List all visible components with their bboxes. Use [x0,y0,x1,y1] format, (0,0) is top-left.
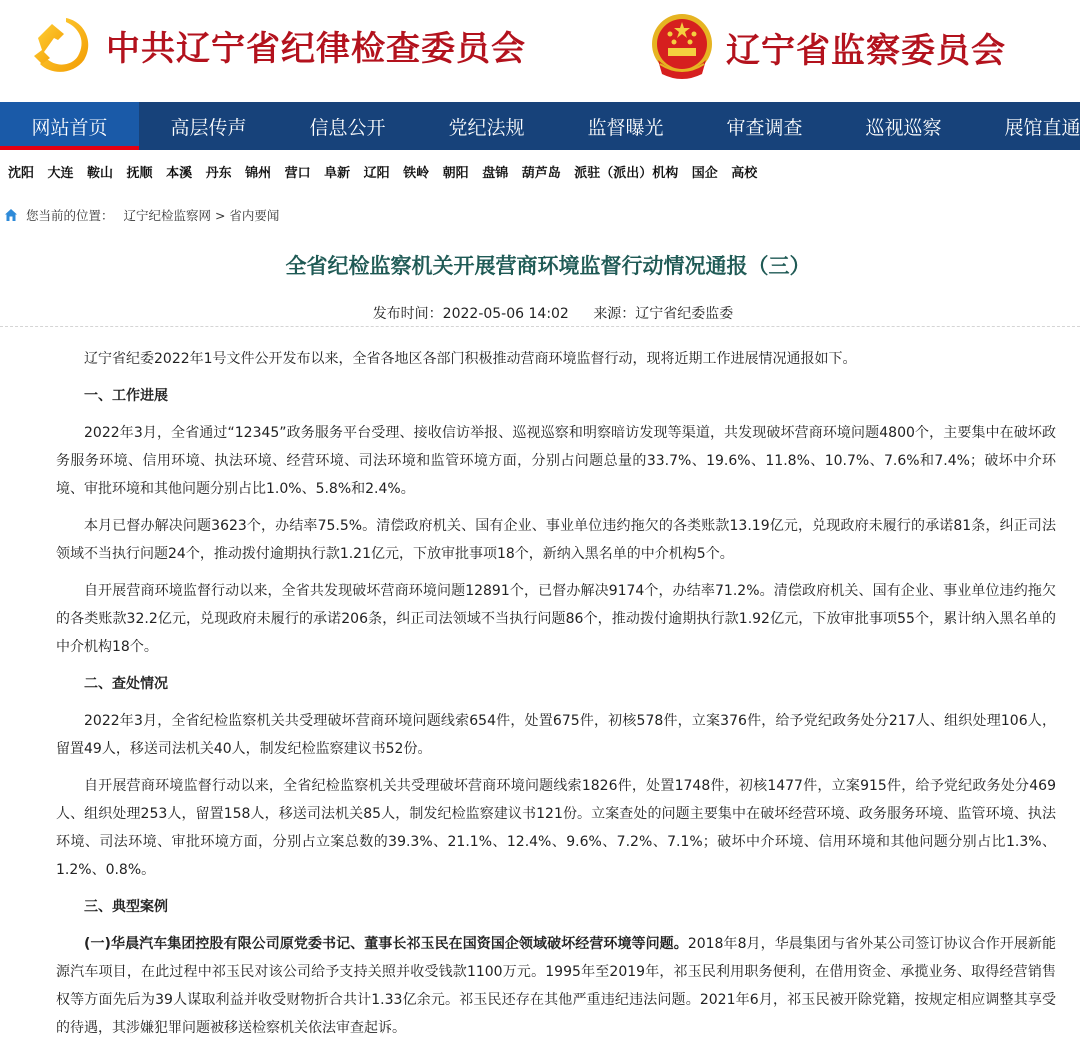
region-link[interactable]: 国企 [691,166,718,181]
site-header [0,0,1080,102]
paragraph: 2022年3月，全省通过“12345”政务服务平台受理、接收信访举报、巡视巡察和明察暗访发现等渠道，共发现破坏营商环境问题4800个，主要集中在破坏政务服务环境、信用环境、执法环境、经营环境、司法环境和监管环境方面，分别占问题总量的33.7%、19.6%、11.8%、10.7%、7.6%和7.4%；破坏中介环境、审批环境和其他问题分别占比1.0%、5.8%和2.4%。 [56,425,1056,497]
paragraph: 自开展营商环境监督行动以来，全省纪检监察机关共受理破坏营商环境问题线索1826件，处置1748件，初核1477件，立案915件，给予党纪政务处分469人、组织处理253人，留置158人，移送司法机关85人，制发纪检监察建议书121份。立案查处的问题主要集中在破坏经营环境、政务服务环境、监管环境、执法环境、司法环境、审批环境方面，分别占立案总数的39.3%、21.1%、12.4%、9.6%、7.2%、7.1%；破坏中介环境、信用环境和其他问题分别占比1.3%、1.2%、0.8%。 [56,778,1056,878]
region-link[interactable]: 阜新 [324,166,351,181]
breadcrumb [4,206,279,224]
nav-item-party-regulations[interactable]: 党纪法规 [448,116,525,139]
hammer-sickle-emblem-icon [30,12,96,78]
region-link[interactable]: 葫芦岛 [521,166,561,181]
paragraph: 自开展营商环境监督行动以来，全省共发现破坏营商环境问题12891个，已督办解决9174个，办结率71.2%。清偿政府机关、国有企业、事业单位违约拖欠的各类账款32.2亿元，兑现政府未履行的承诺206条，纠正司法领域不当执行问题86个，推动拨付逾期执行款1.92亿元，下放审批事项55个，累计纳入黑名单的中介机构18个。 [56,583,1056,655]
breadcrumb-path[interactable]: 辽宁纪检监察网 > 省内要闻 [123,208,280,223]
case-lead: (一)华晨汽车集团控股有限公司原党委书记、董事长祁玉民在国资国企领域破坏经营环境等问题。 [84,936,688,952]
region-link[interactable]: 丹东 [205,166,232,181]
case-body: 2018年8月，华晨集团与省外某公司签订协议合作开展新能源汽车项目，在此过程中祁玉民对该公司给予支持关照并收受钱款1100万元。1995年至2019年，祁玉民利用职务便利，在借用资金、承揽业务、取得经营销售权等方面先后为39人谋取利益并收受财物折合共计1.33亿余元。祁玉民还存在其他严重违纪违法问题。2021年6月，祁玉民被开除党籍，按规定相应调整其享受的待遇，其涉嫌犯罪问题被移送检察机关依法审查起诉。 [56,936,1056,1036]
supervision-commission-title: 辽宁省监察委员会 [726,30,1006,71]
nav-item-supervision-exposure[interactable]: 监督曝光 [587,116,664,139]
region-link[interactable]: 鞍山 [87,166,114,181]
region-link[interactable]: 沈阳 [8,166,35,181]
region-link[interactable]: 营口 [284,166,311,181]
region-link[interactable]: 锦州 [245,166,272,181]
nav-item-exhibition-hall[interactable]: 展馆直通 [1004,116,1080,139]
paragraph: 2022年3月，全省纪检监察机关共受理破坏营商环境问题线索654件，处置675件，初核578件，立案376件，给予党纪政务处分217人、组织处理106人，留置49人，移送司法机关40人，制发纪检监察建议书52份。 [56,713,1056,757]
ccdi-brand[interactable] [30,12,526,78]
region-link[interactable]: 抚顺 [126,166,153,181]
home-icon [4,208,18,222]
article-body [56,345,1056,1042]
article-source: 来源：辽宁省纪委监委 [593,306,734,322]
intro-paragraph: 辽宁省纪委2022年1号文件公开发布以来，全省各地区各部门积极推动营商环境监督行动，现将近期工作进展情况通报如下。 [84,351,857,367]
region-link[interactable]: 派驻（派出）机构 [574,166,679,181]
region-link[interactable]: 盘锦 [482,166,509,181]
region-link[interactable]: 高校 [731,166,758,181]
nav-item-inspection-tours[interactable]: 巡视巡察 [865,116,942,139]
national-emblem-icon [650,12,714,82]
publish-time: 发布时间：2022-05-06 14:02 [372,306,569,322]
region-link[interactable]: 铁岭 [403,166,430,181]
nav-item-home[interactable]: 网站首页 [0,102,139,150]
case-paragraph [56,930,1056,1042]
paragraph: 本月已督办解决问题3623个，办结率75.5%。清偿政府机关、国有企业、事业单位违约拖欠的各类账款13.19亿元，兑现政府未履行的承诺81条，纠正司法领域不当执行问题24个，推动拨付逾期执行款1.21亿元，下放审批事项18个，新纳入黑名单的中介机构5个。 [56,518,1056,562]
nav-item-leadership-voice[interactable]: 高层传声 [170,116,247,139]
nav-item-review-investigation[interactable]: 审查调查 [726,116,803,139]
region-link[interactable]: 大连 [47,166,74,181]
section-heading: 一、工作进展 [84,388,168,404]
article-title: 全省纪检监察机关开展营商环境监督行动情况通报（三） [285,254,811,278]
ccdi-title: 中共辽宁省纪律检查委员会 [106,28,526,69]
section-heading: 三、典型案例 [84,899,168,915]
section-heading: 二、查处情况 [84,676,168,692]
main-nav [0,102,1080,150]
region-links [8,162,771,181]
nav-item-info-disclosure[interactable]: 信息公开 [309,116,386,139]
article-meta [0,303,1080,323]
breadcrumb-label: 您当前的位置： [26,208,114,223]
region-link[interactable]: 辽阳 [363,166,390,181]
supervision-commission-brand[interactable] [650,12,1006,82]
region-link[interactable]: 本溪 [166,166,193,181]
region-link[interactable]: 朝阳 [442,166,469,181]
divider [0,326,1080,327]
